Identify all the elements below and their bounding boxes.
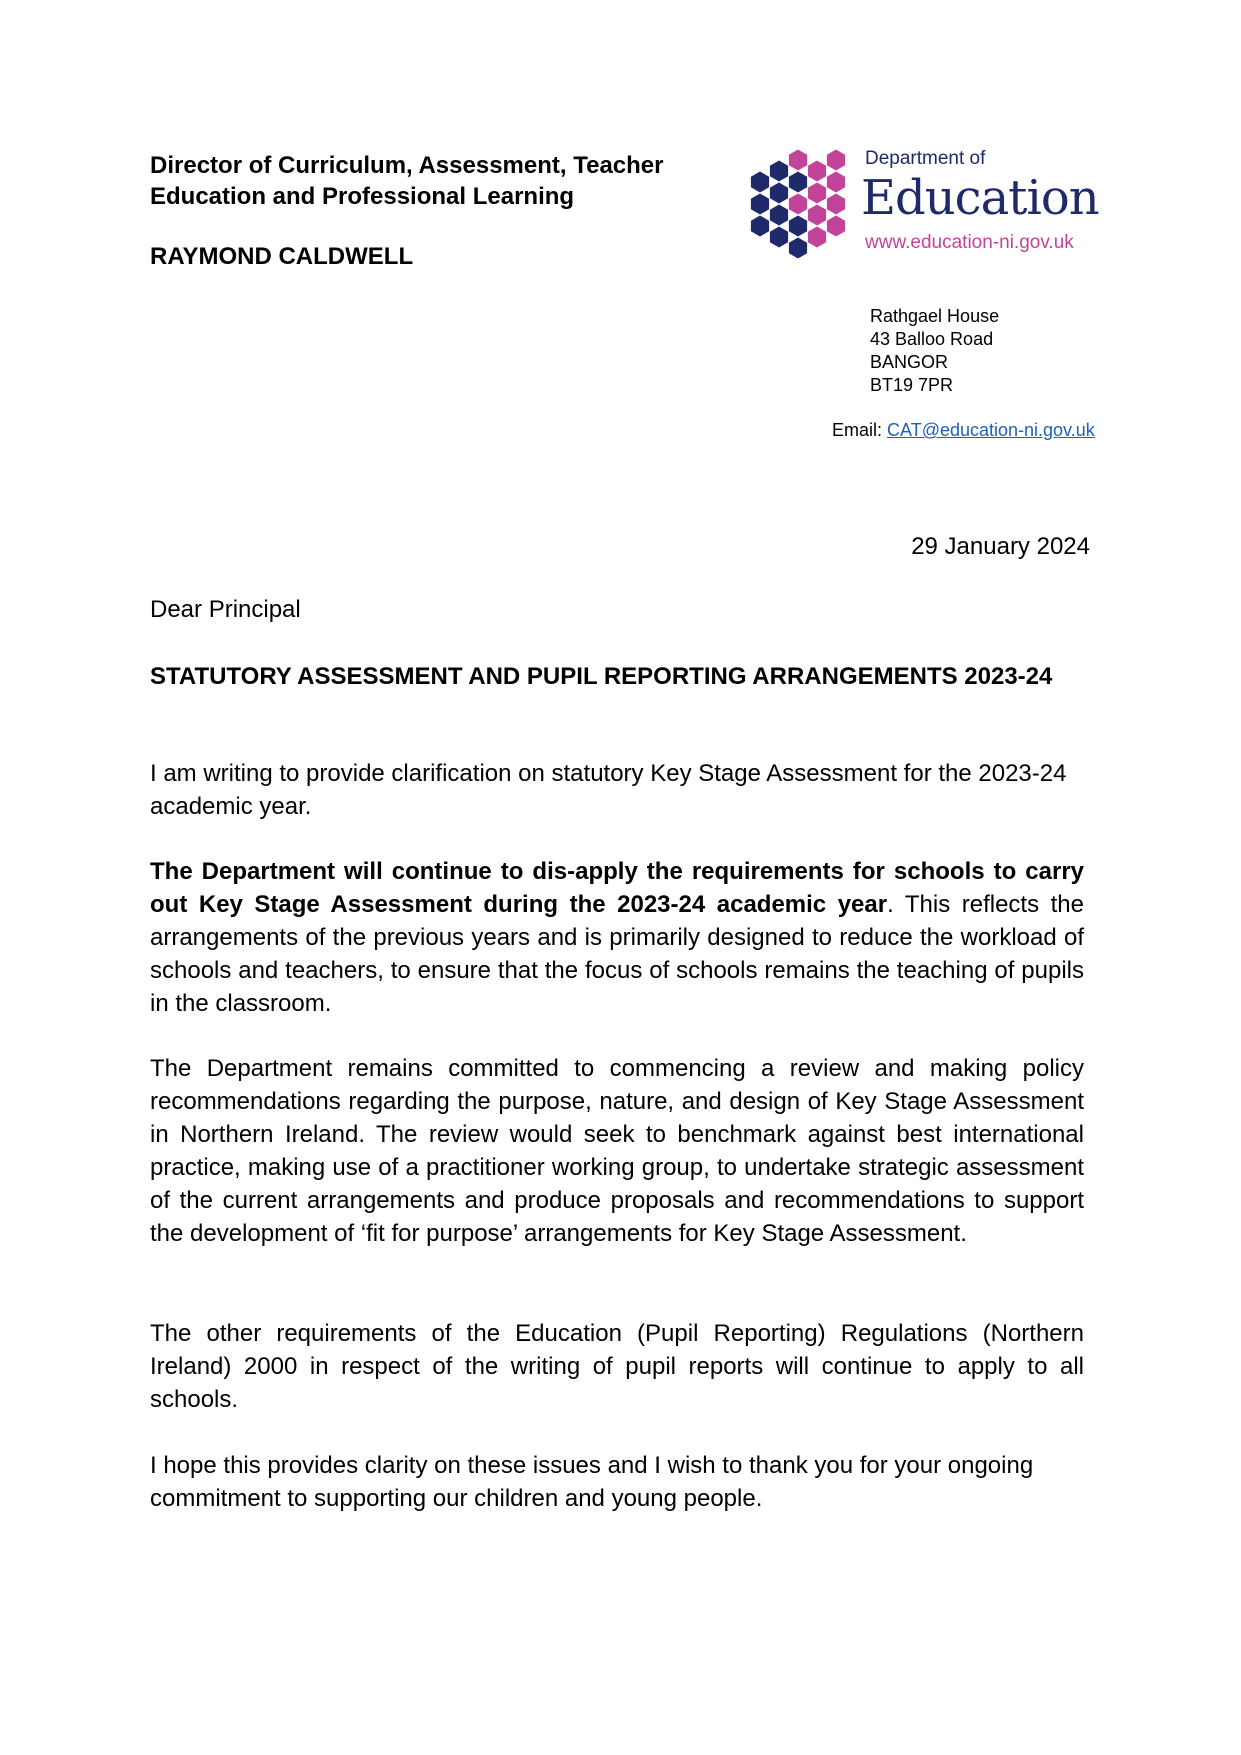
logo-hexagon [789, 150, 807, 171]
logo-hexagon [751, 172, 769, 193]
paragraph-regulations: The other requirements of the Education (Pupil Reporting) Regulations (Northern Ireland) 2000 in respect of the writing of pupil reports will continue to apply to all schools. [150, 1320, 1084, 1413]
email-label: Email: [832, 420, 883, 440]
sender-title: Director of Curriculum, Assessment, Teacher Education and Professional Learning [150, 152, 664, 210]
logo-hexagon [789, 238, 807, 259]
department-logo [748, 148, 1099, 266]
logo-hexagon [808, 227, 826, 248]
hexagon-logo-icon [748, 148, 860, 260]
logo-hexagon [827, 194, 845, 215]
logo-hexagon [770, 161, 788, 182]
logo-hexagon [827, 150, 845, 171]
email-line [832, 420, 1095, 441]
sender-name: RAYMOND CALDWELL [150, 243, 414, 270]
address-line: Rathgael House [870, 306, 1000, 326]
logo-hexagon [827, 172, 845, 193]
logo-url: www.education-ni.gov.uk [865, 232, 1074, 253]
logo-hexagon [808, 161, 826, 182]
address-line: BANGOR [870, 352, 949, 372]
paragraph-disapply-rest: . This reflects the arrangements of the previous years and is primarily designed to reduce the workload of schools and teachers, to ensure that the focus of schools remains the teaching of pupils in the classroom. [150, 891, 1084, 1017]
logo-hexagon [808, 205, 826, 226]
logo-hexagon [751, 194, 769, 215]
paragraph-review: The Department remains committed to commencing a review and making policy recommendations regarding the purpose, nature, and design of Key Stage Assessment in Northern Ireland. The review would seek to benchmark against best international practice, making use of a practitioner working group, to undertake strategic assessment of the current arrangements and produce proposals and recommendations to support the development of ‘fit for purpose’ arrangements for Key Stage Assessment. [150, 1055, 1084, 1247]
paragraph-clarification: I am writing to provide clarification on statutory Key Stage Assessment for the 2023-24 academic year. [150, 760, 1067, 820]
logo-hexagon [808, 183, 826, 204]
logo-hexagon [789, 216, 807, 237]
logo-hexagon [751, 216, 769, 237]
salutation: Dear Principal [150, 596, 301, 623]
logo-hexagon [789, 172, 807, 193]
paragraph-disapply-bold: The Department will continue to dis-apply the requirements for schools to carry out Key Stage Assessment during the 2023-24 academic year [150, 858, 1084, 918]
address-block [870, 305, 999, 397]
logo-hexagon [770, 227, 788, 248]
paragraph-closing: I hope this provides clarity on these issues and I wish to thank you for your ongoing commitment to supporting our children and young people. [150, 1452, 1034, 1512]
logo-department-of: Department of [865, 148, 986, 169]
paragraph-disapply [150, 855, 1084, 1020]
address-line: 43 Balloo Road [870, 329, 994, 349]
letter-date: 29 January 2024 [911, 533, 1090, 560]
subject-heading: STATUTORY ASSESSMENT AND PUPIL REPORTING ARRANGEMENTS 2023-24 [150, 663, 1053, 690]
logo-hexagon [789, 194, 807, 215]
logo-hexagon [770, 205, 788, 226]
address-line: BT19 7PR [870, 375, 954, 395]
logo-hexagon [827, 216, 845, 237]
logo-education: Education [861, 170, 1099, 226]
logo-hexagon [770, 183, 788, 204]
email-link[interactable]: CAT@education-ni.gov.uk [887, 420, 1095, 440]
